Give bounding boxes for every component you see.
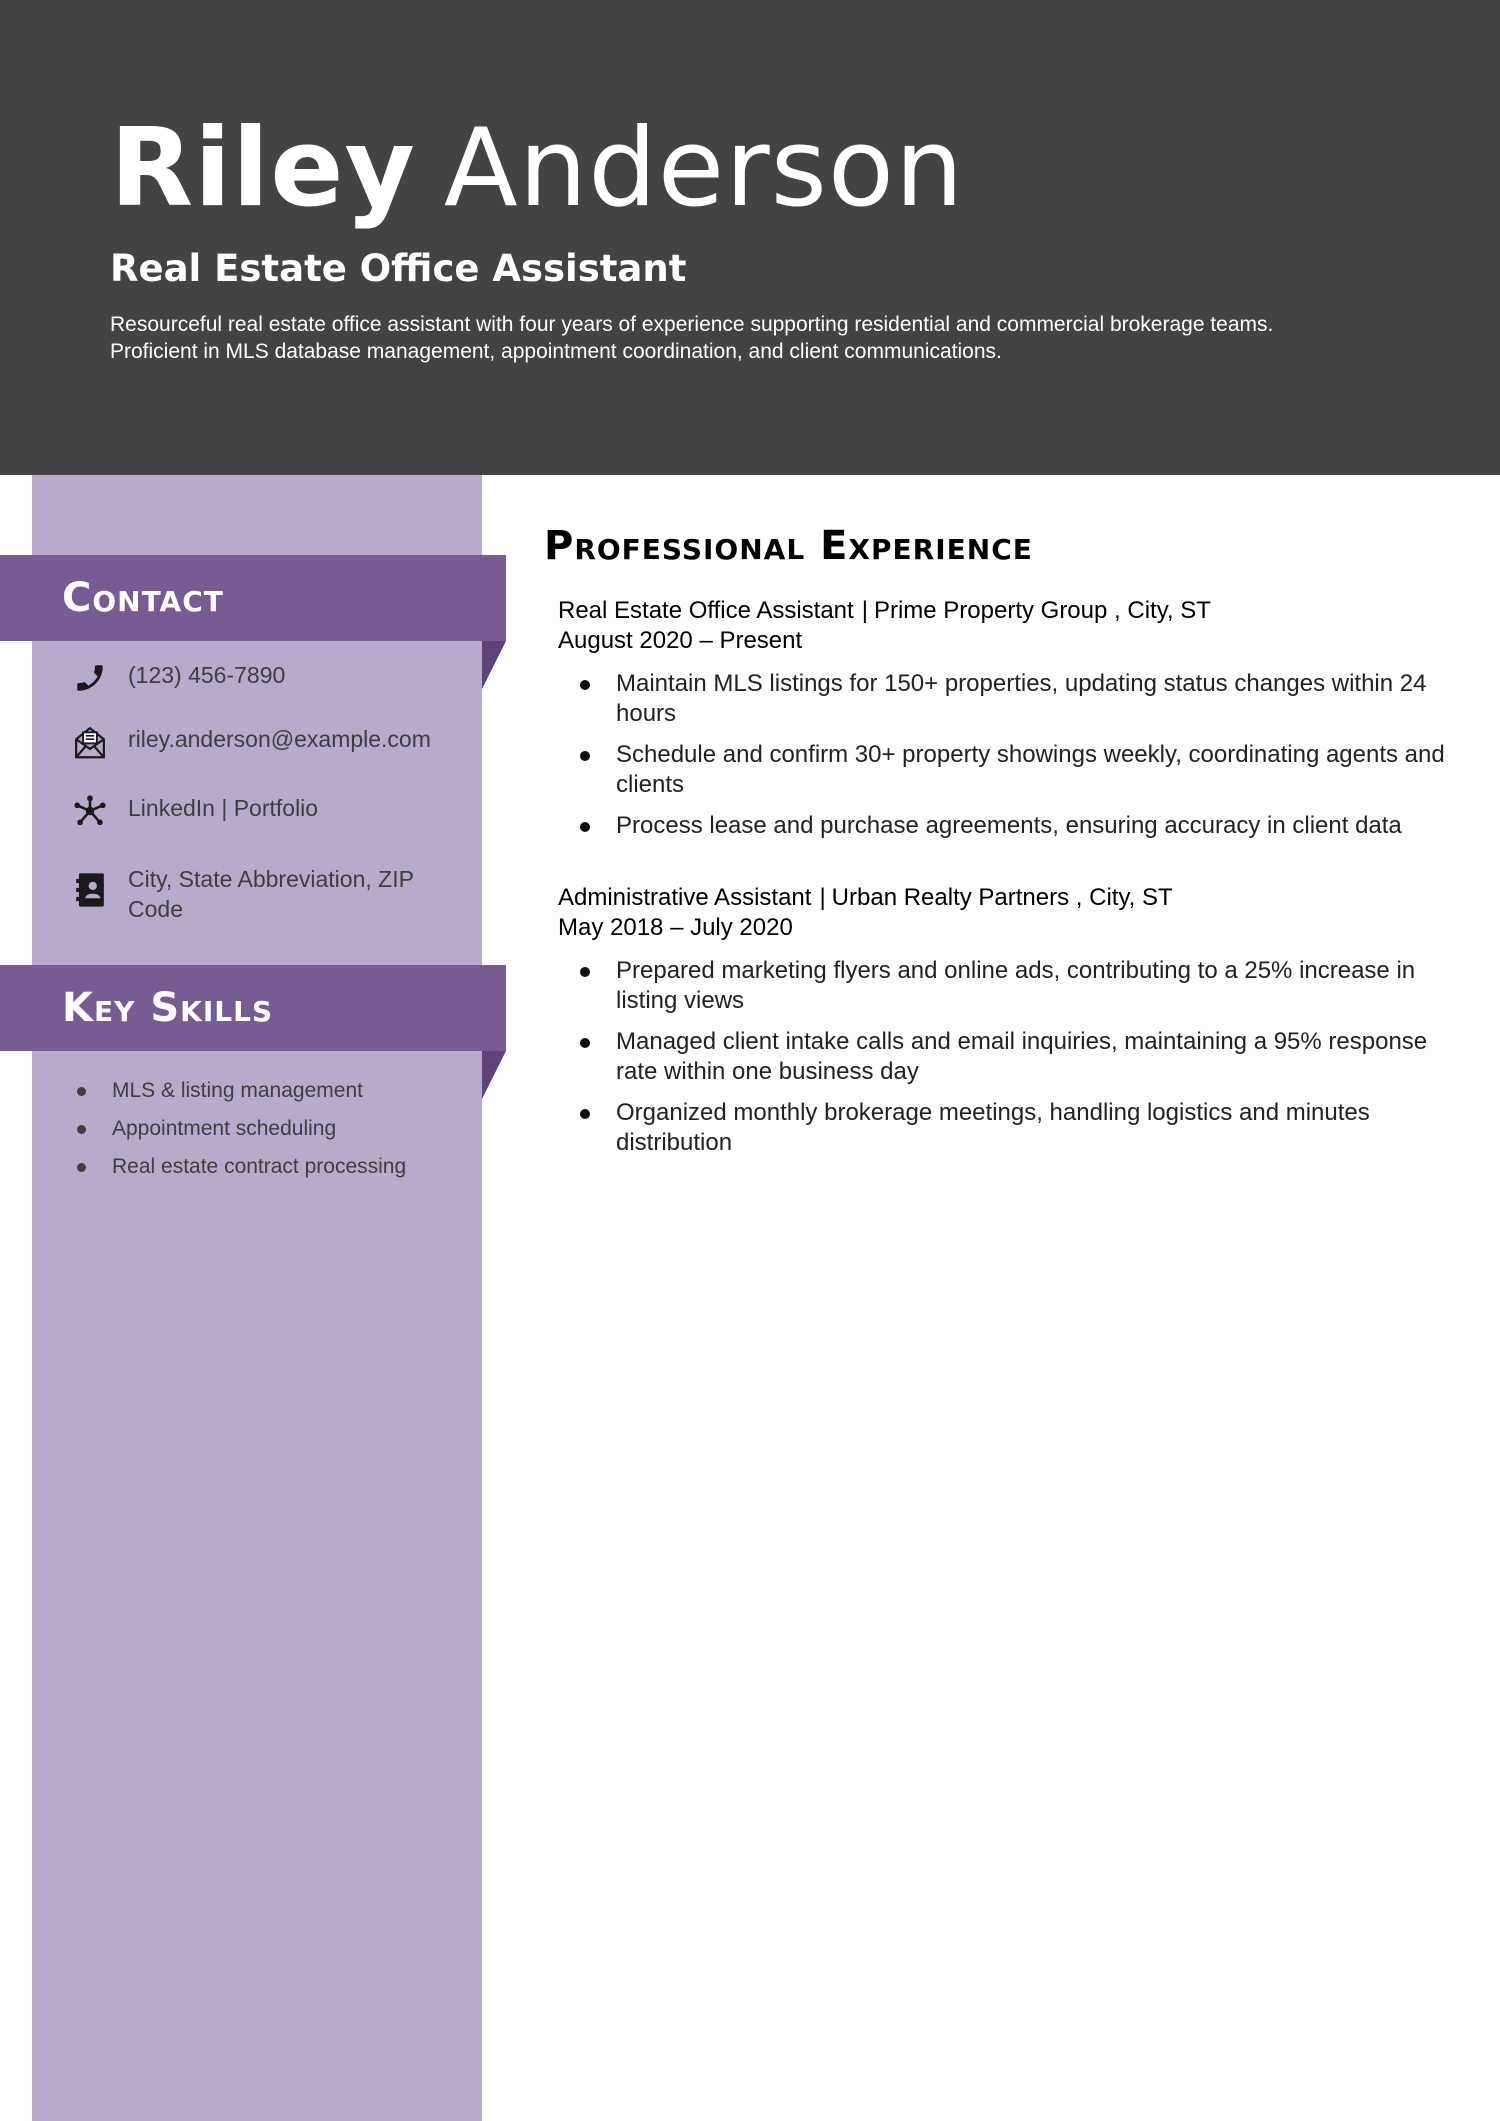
first-name: Riley <box>110 106 416 231</box>
header-banner <box>0 0 1500 475</box>
skill-item: Appointment scheduling <box>72 1110 406 1148</box>
main-content <box>544 518 1464 1156</box>
job-title: Real Estate Office Assistant <box>110 247 687 290</box>
linkedin-portfolio-link[interactable]: LinkedIn | Portfolio <box>128 795 319 821</box>
contact-links <box>72 793 462 829</box>
summary-line: Proficient in MLS database management, appointment coordination, and client communications. <box>110 340 1002 363</box>
banner-fold <box>482 641 506 689</box>
phone-icon <box>72 660 108 696</box>
job-bullet: Prepared marketing flyers and online ads, contributing to a 25% increase in listing views <box>558 956 1458 1016</box>
job-bullet: Managed client intake calls and email inquiries, maintaining a 95% response rate within one business day <box>558 1027 1458 1087</box>
skills-list <box>72 1072 406 1186</box>
job-bullet: Process lease and purchase agreements, ensuring accuracy in client data <box>558 811 1458 841</box>
job-header <box>558 883 1458 913</box>
contact-phone <box>72 660 462 696</box>
job-bullets <box>558 669 1458 841</box>
email-address[interactable]: riley.anderson@example.com <box>128 726 431 752</box>
separator: | <box>819 884 826 911</box>
summary-line: Resourceful real estate office assistant with four years of experience supporting residential and commercial brokerage teams. <box>110 313 1274 336</box>
job-role: Real Estate Office Assistant <box>558 597 854 624</box>
job-bullet: Maintain MLS listings for 150+ properties, updating status changes within 24 hours <box>558 669 1458 729</box>
experience-heading: Professional Experience <box>544 523 1033 569</box>
network-icon <box>72 793 108 829</box>
job-dates: August 2020 – Present <box>558 627 803 654</box>
separator: | <box>861 597 868 624</box>
contact-email <box>72 724 462 760</box>
contact-heading: Contact <box>62 575 224 621</box>
job-company: Prime Property Group , City, ST <box>873 597 1211 624</box>
banner-fold <box>482 1051 506 1099</box>
job-entry <box>558 596 1458 852</box>
last-name: Anderson <box>443 106 965 231</box>
job-bullet: Schedule and confirm 30+ property showings weekly, coordinating agents and clients <box>558 740 1458 800</box>
job-company: Urban Realty Partners , City, ST <box>831 884 1173 911</box>
summary <box>110 311 1410 365</box>
email-icon <box>72 724 108 760</box>
candidate-name <box>110 104 964 234</box>
skills-heading: Key Skills <box>62 985 274 1031</box>
skills-heading-banner <box>0 965 506 1051</box>
phone-number[interactable]: (123) 456-7890 <box>128 662 286 688</box>
job-dates: May 2018 – July 2020 <box>558 914 793 941</box>
job-bullet: Organized monthly brokerage meetings, handling logistics and minutes distribution <box>558 1098 1458 1158</box>
skill-item: Real estate contract processing <box>72 1148 406 1186</box>
skill-item: MLS & listing management <box>72 1072 406 1110</box>
contact-heading-banner <box>0 555 506 641</box>
job-header <box>558 596 1458 626</box>
address: City, State Abbreviation, ZIP Code <box>128 866 414 922</box>
sidebar <box>32 475 482 2121</box>
job-bullets <box>558 956 1458 1158</box>
job-entry <box>558 883 1458 1169</box>
address-book-icon <box>72 872 108 908</box>
job-role: Administrative Assistant <box>558 884 812 911</box>
contact-address <box>72 864 462 924</box>
